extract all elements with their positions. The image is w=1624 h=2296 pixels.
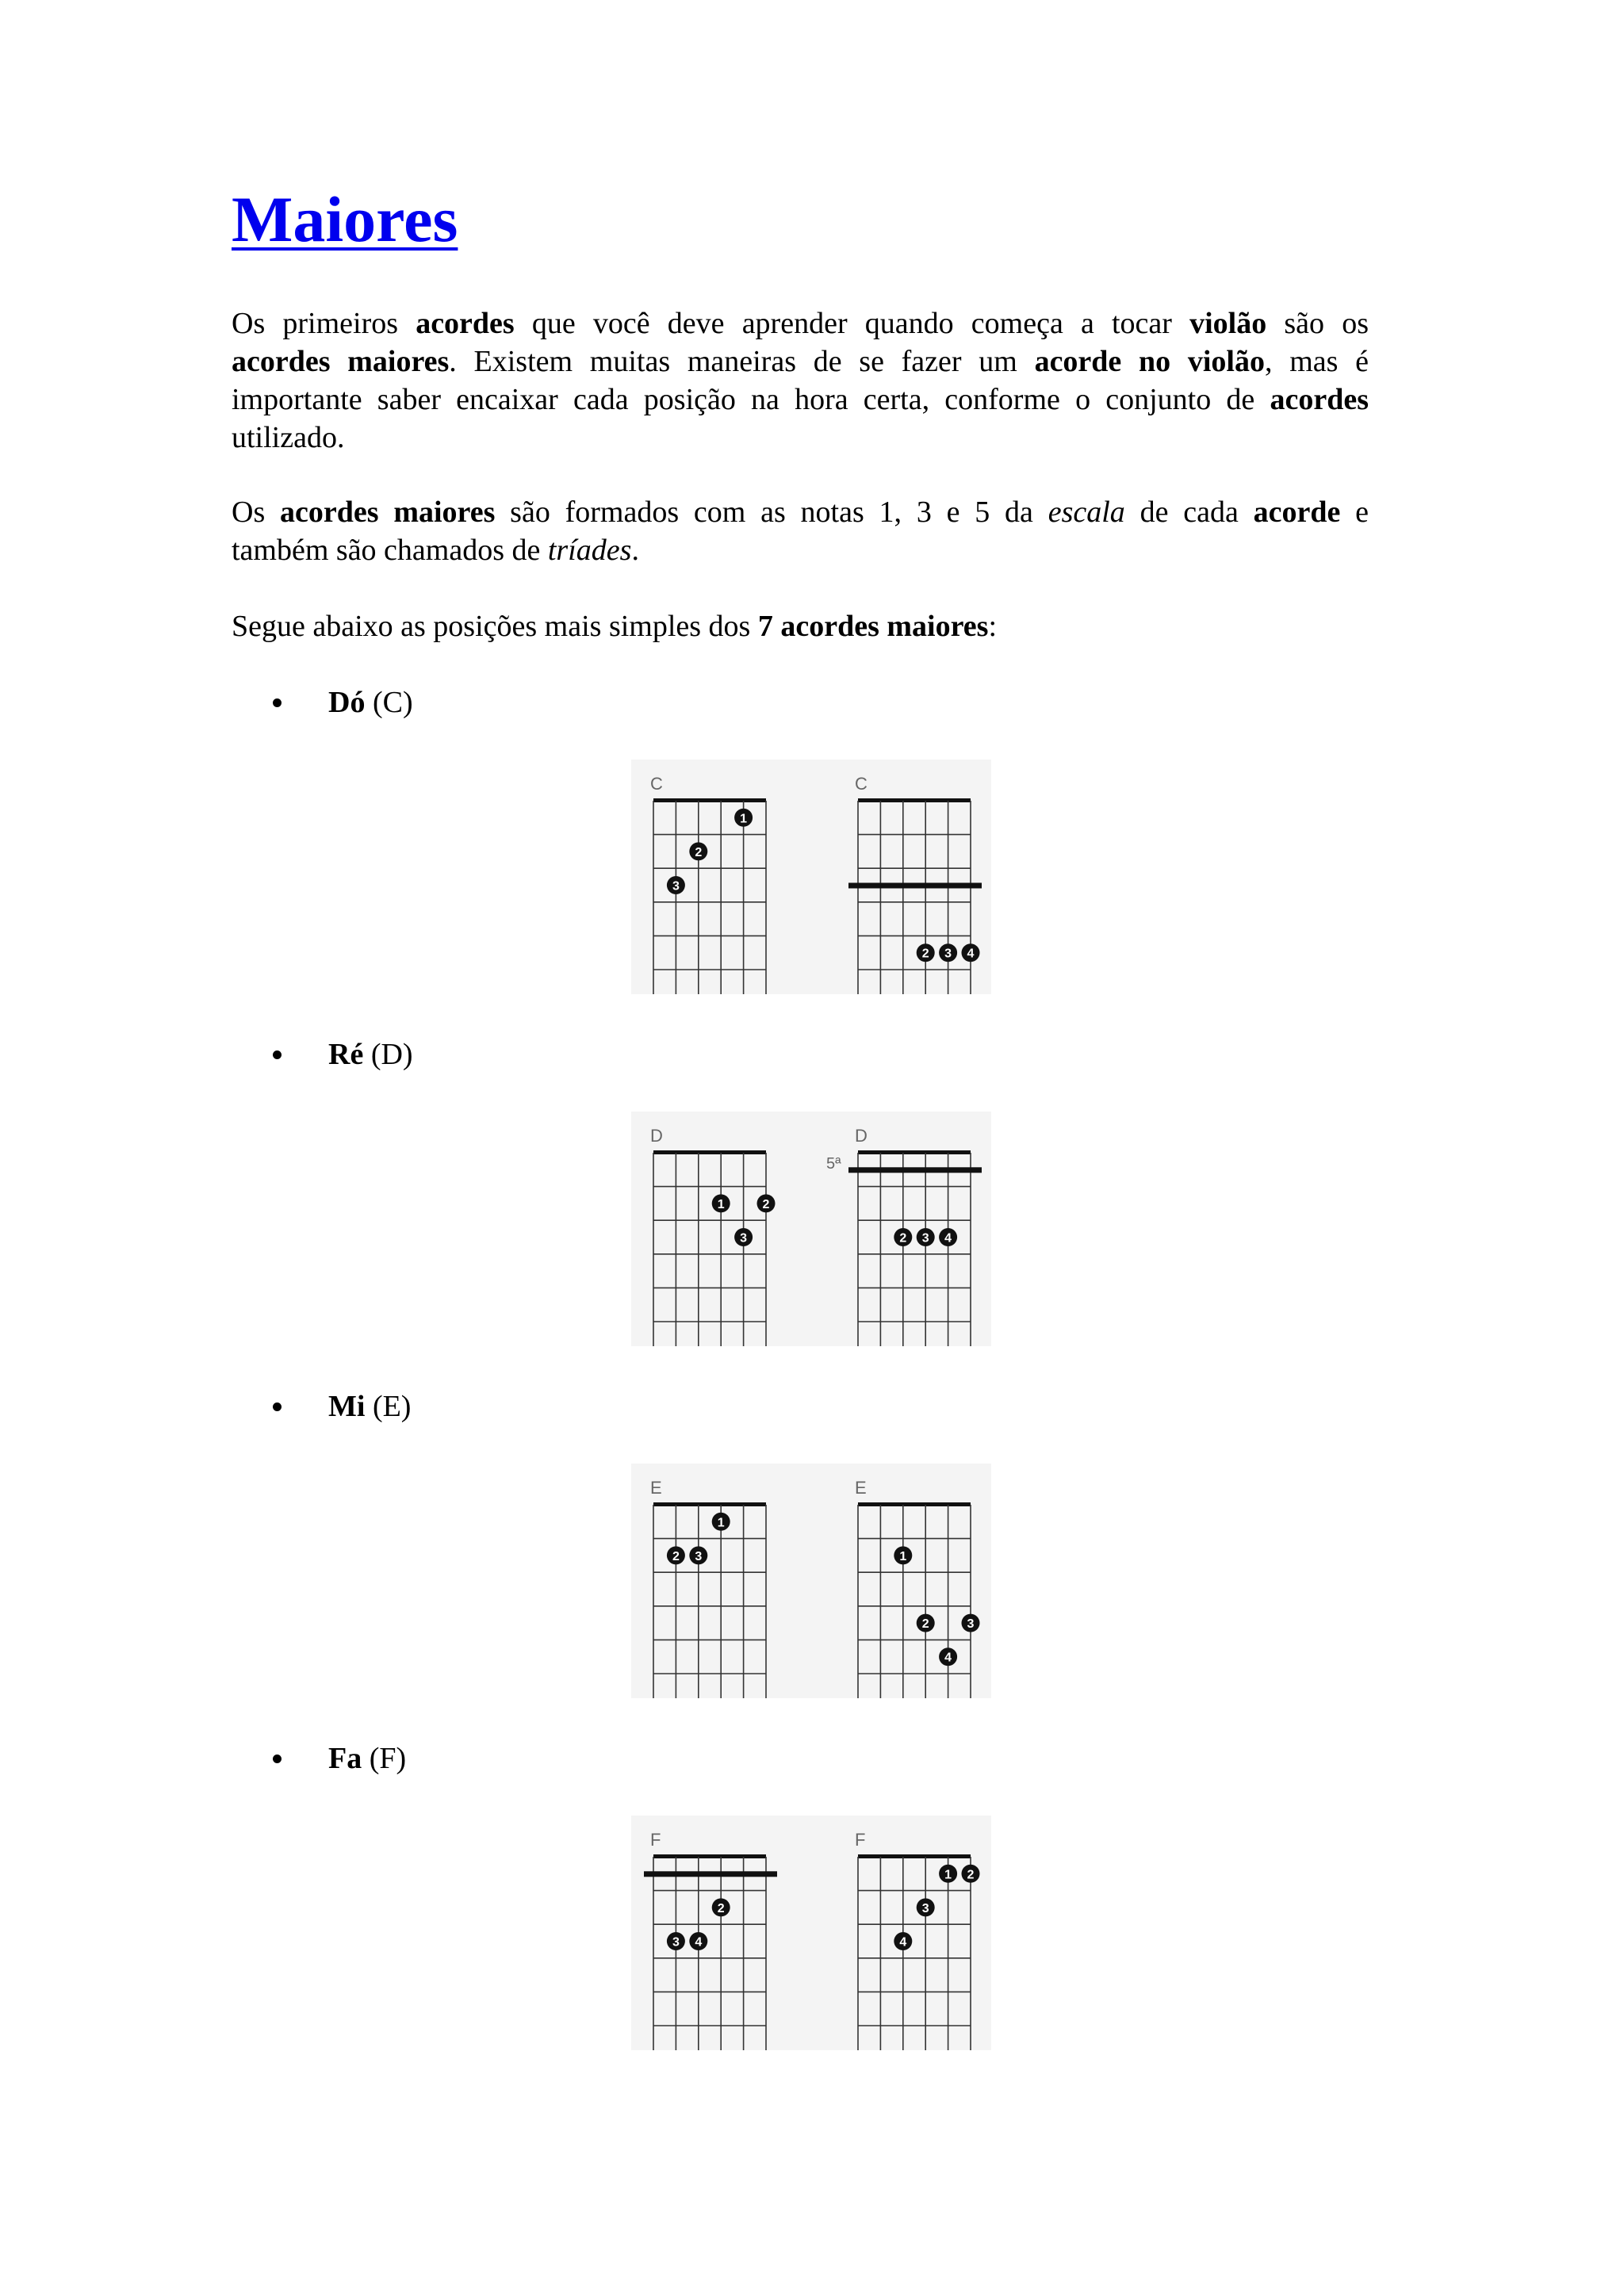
chord-diagram [853,1830,980,2050]
text-line [232,493,1369,531]
bold-text: acordes [416,307,515,340]
text-line [232,607,1369,645]
finger-number: 4 [967,947,975,961]
chord-diagram [649,1126,776,1346]
chord-diagram-svg [631,1464,991,1698]
chord-label [328,1035,413,1073]
diagram-chord-label: F [855,1830,866,1850]
finger-number: 3 [672,879,680,894]
chord-symbol: (E) [365,1390,412,1423]
text-line [232,304,1369,342]
nut [653,1502,766,1506]
finger-number: 1 [740,812,748,826]
chord-label [328,1739,406,1777]
text-line [232,419,1369,457]
fret-position-label: 5ª [826,1155,841,1173]
finger-number: 3 [740,1231,748,1246]
intro-paragraph [232,304,1369,457]
chord-label [328,683,413,721]
text-run: de cada [1124,496,1254,529]
text-run: . Existem muitas maneiras de se fazer um [449,345,1035,378]
finger-number: 2 [921,947,929,961]
text-run: : [988,610,997,643]
bullet-icon [273,698,282,707]
list-intro-paragraph [232,607,1369,645]
finger-number: 2 [899,1231,907,1246]
nut [858,1854,971,1858]
nut [653,1150,766,1154]
italic-text: tríades [547,534,632,567]
chord-name: Fa [328,1742,362,1775]
chord-name: Ré [328,1038,364,1071]
text-run: também são chamados de [232,534,548,567]
chord-name: Mi [328,1390,366,1423]
nut [653,798,766,802]
bold-text: 7 acordes maiores [757,610,989,643]
chord-diagram-image [631,1816,991,2050]
finger-number: 3 [944,947,952,961]
finger-number: 3 [921,1901,929,1915]
bold-text: acordes maiores [280,496,496,529]
chord-diagram-image [631,1464,991,1698]
finger-number: 4 [695,1935,703,1950]
finger-number: 2 [967,1868,975,1882]
finger-number: 1 [899,1549,907,1563]
text-run: utilizado. [232,421,345,454]
chord-symbol: (C) [365,686,413,719]
chord-diagram [649,774,771,994]
text-run: , mas é [1264,345,1369,378]
finger-number: 1 [717,1516,725,1530]
nut [858,1150,971,1154]
text-run: que você deve aprender quando começa a tocar [514,307,1190,340]
bold-text: acorde no violão [1034,345,1265,378]
diagram-chord-label: D [855,1126,868,1146]
chord-diagram-svg [631,1112,991,1346]
italic-text: escala [1048,496,1125,529]
diagram-chord-label: F [650,1830,661,1850]
chord-diagram [826,1126,982,1346]
diagram-chord-label: C [855,774,868,794]
bold-text: acordes maiores [232,345,450,378]
finger-number: 2 [717,1901,725,1915]
chord-diagram [853,1478,980,1698]
diagram-chord-label: D [650,1126,663,1146]
chord-diagram-svg [631,760,991,994]
text-run: Os primeiros [232,307,416,340]
text-run: Os [232,496,281,529]
text-run: são formados com as notas 1, 3 e 5 da [495,496,1048,529]
chord-symbol: (F) [362,1742,407,1775]
text-run: Segue abaixo as posições mais simples dos [232,610,758,643]
text-line [232,342,1369,381]
barre-bar [848,883,982,889]
chord-diagram-image [631,760,991,994]
finger-number: 3 [695,1549,703,1563]
text-run: e [1340,496,1369,529]
finger-number: 2 [672,1549,680,1563]
chord-symbol: (D) [363,1038,413,1071]
finger-number: 2 [695,845,703,859]
finger-number: 3 [967,1617,975,1632]
chord-diagram-image [631,1112,991,1346]
finger-number: 4 [944,1231,952,1246]
text-line [232,531,1369,569]
bullet-icon [273,1755,282,1763]
finger-number: 3 [672,1935,680,1950]
bullet-icon [273,1402,282,1411]
barre-bar [848,1167,982,1173]
chord-name: Dó [328,686,366,719]
bullet-icon [273,1050,282,1059]
nut [858,798,971,802]
text-run: . [631,534,639,567]
text-run: importante saber encaixar cada posição na hora certa, conforme o conjunto de [232,383,1270,416]
chord-diagram [644,1830,777,2050]
bold-text: violão [1189,307,1267,340]
chord-diagram [848,774,982,994]
finger-number: 4 [899,1935,907,1950]
finger-number: 1 [717,1197,725,1211]
finger-number: 2 [762,1197,770,1211]
barre-bar [644,1871,777,1877]
diagram-chord-label: C [650,774,663,794]
finger-number: 3 [921,1231,929,1246]
page-title[interactable]: Maiores [232,183,458,255]
chord-diagram-svg [631,1816,991,2050]
text-line [232,381,1369,419]
finger-number: 4 [944,1651,952,1665]
finger-number: 1 [944,1868,952,1882]
bold-text: acordes [1270,383,1369,416]
diagram-chord-label: E [855,1478,867,1498]
nut [653,1854,766,1858]
triads-paragraph [232,493,1369,569]
bold-text: acorde [1253,496,1341,529]
text-run: são os [1266,307,1369,340]
diagram-chord-label: E [650,1478,662,1498]
nut [858,1502,971,1506]
chord-label [328,1387,411,1425]
finger-number: 2 [921,1617,929,1632]
chord-diagram [649,1478,772,1698]
